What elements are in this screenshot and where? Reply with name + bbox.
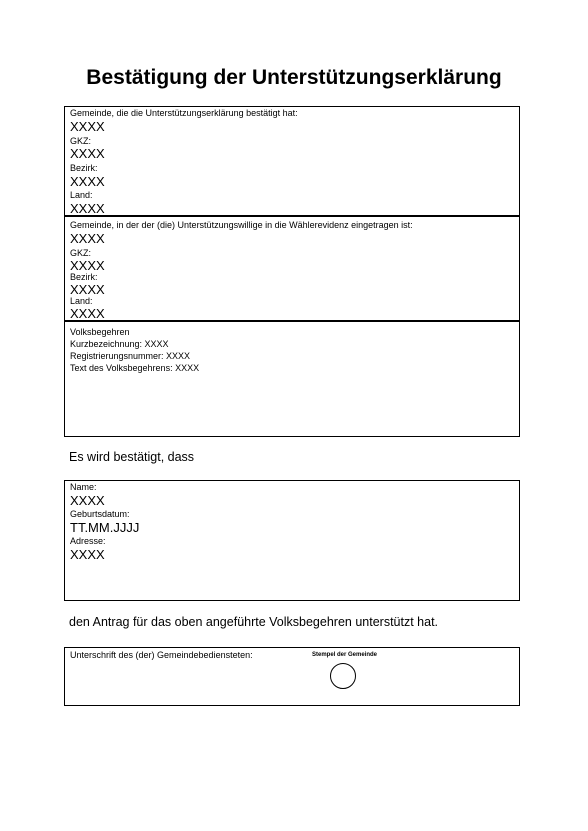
confirming-municipality-heading: Gemeinde, die die Unterstützungserklärung bestätigt hat: <box>70 108 298 118</box>
registered-gkz-value: XXXX <box>70 258 105 273</box>
registered-bezirk-value: XXXX <box>70 282 105 297</box>
registered-gkz-label: GKZ: <box>70 248 92 258</box>
registered-municipality-value: XXXX <box>70 231 105 246</box>
address-value: XXXX <box>70 547 105 562</box>
person-box <box>64 480 520 601</box>
municipality-box <box>64 106 520 322</box>
stamp-label: Stempel der Gemeinde <box>312 652 378 658</box>
section-divider <box>64 215 520 217</box>
confirming-municipality-value: XXXX <box>70 119 105 134</box>
registered-bezirk-label: Bezirk: <box>70 272 98 282</box>
address-label: Adresse: <box>70 536 106 546</box>
birthdate-value: TT.MM.JJJJ <box>70 520 140 535</box>
confirming-gkz-label: GKZ: <box>70 136 92 146</box>
page-title: Bestätigung der Unterstützungserklärung <box>86 66 502 89</box>
signature-label: Unterschrift des (der) Gemeindebediensteten: <box>70 650 253 660</box>
confirming-land-value: XXXX <box>70 201 105 216</box>
referendum-registration-number: Registrierungsnummer: XXXX <box>70 351 191 361</box>
name-value: XXXX <box>70 493 105 508</box>
confirmation-text: Es wird bestätigt, dass <box>69 450 195 464</box>
confirming-gkz-value: XXXX <box>70 146 105 161</box>
name-label: Name: <box>70 482 97 492</box>
birthdate-label: Geburtsdatum: <box>70 509 130 519</box>
registered-land-value: XXXX <box>70 306 105 321</box>
referendum-heading: Volksbegehren <box>70 327 130 337</box>
stamp-circle <box>330 663 356 689</box>
registered-land-label: Land: <box>70 296 93 306</box>
confirming-land-label: Land: <box>70 190 93 200</box>
registered-municipality-heading: Gemeinde, in der der (die) Unterstützungswillige in die Wählerevidenz eingetragen ist: <box>70 220 413 230</box>
confirming-bezirk-value: XXXX <box>70 174 105 189</box>
referendum-text: Text des Volksbegehrens: XXXX <box>70 363 200 373</box>
support-text: den Antrag für das oben angeführte Volksbegehren unterstützt hat. <box>69 615 439 629</box>
referendum-short-name: Kurzbezeichnung: XXXX <box>70 339 169 349</box>
confirming-bezirk-label: Bezirk: <box>70 163 98 173</box>
